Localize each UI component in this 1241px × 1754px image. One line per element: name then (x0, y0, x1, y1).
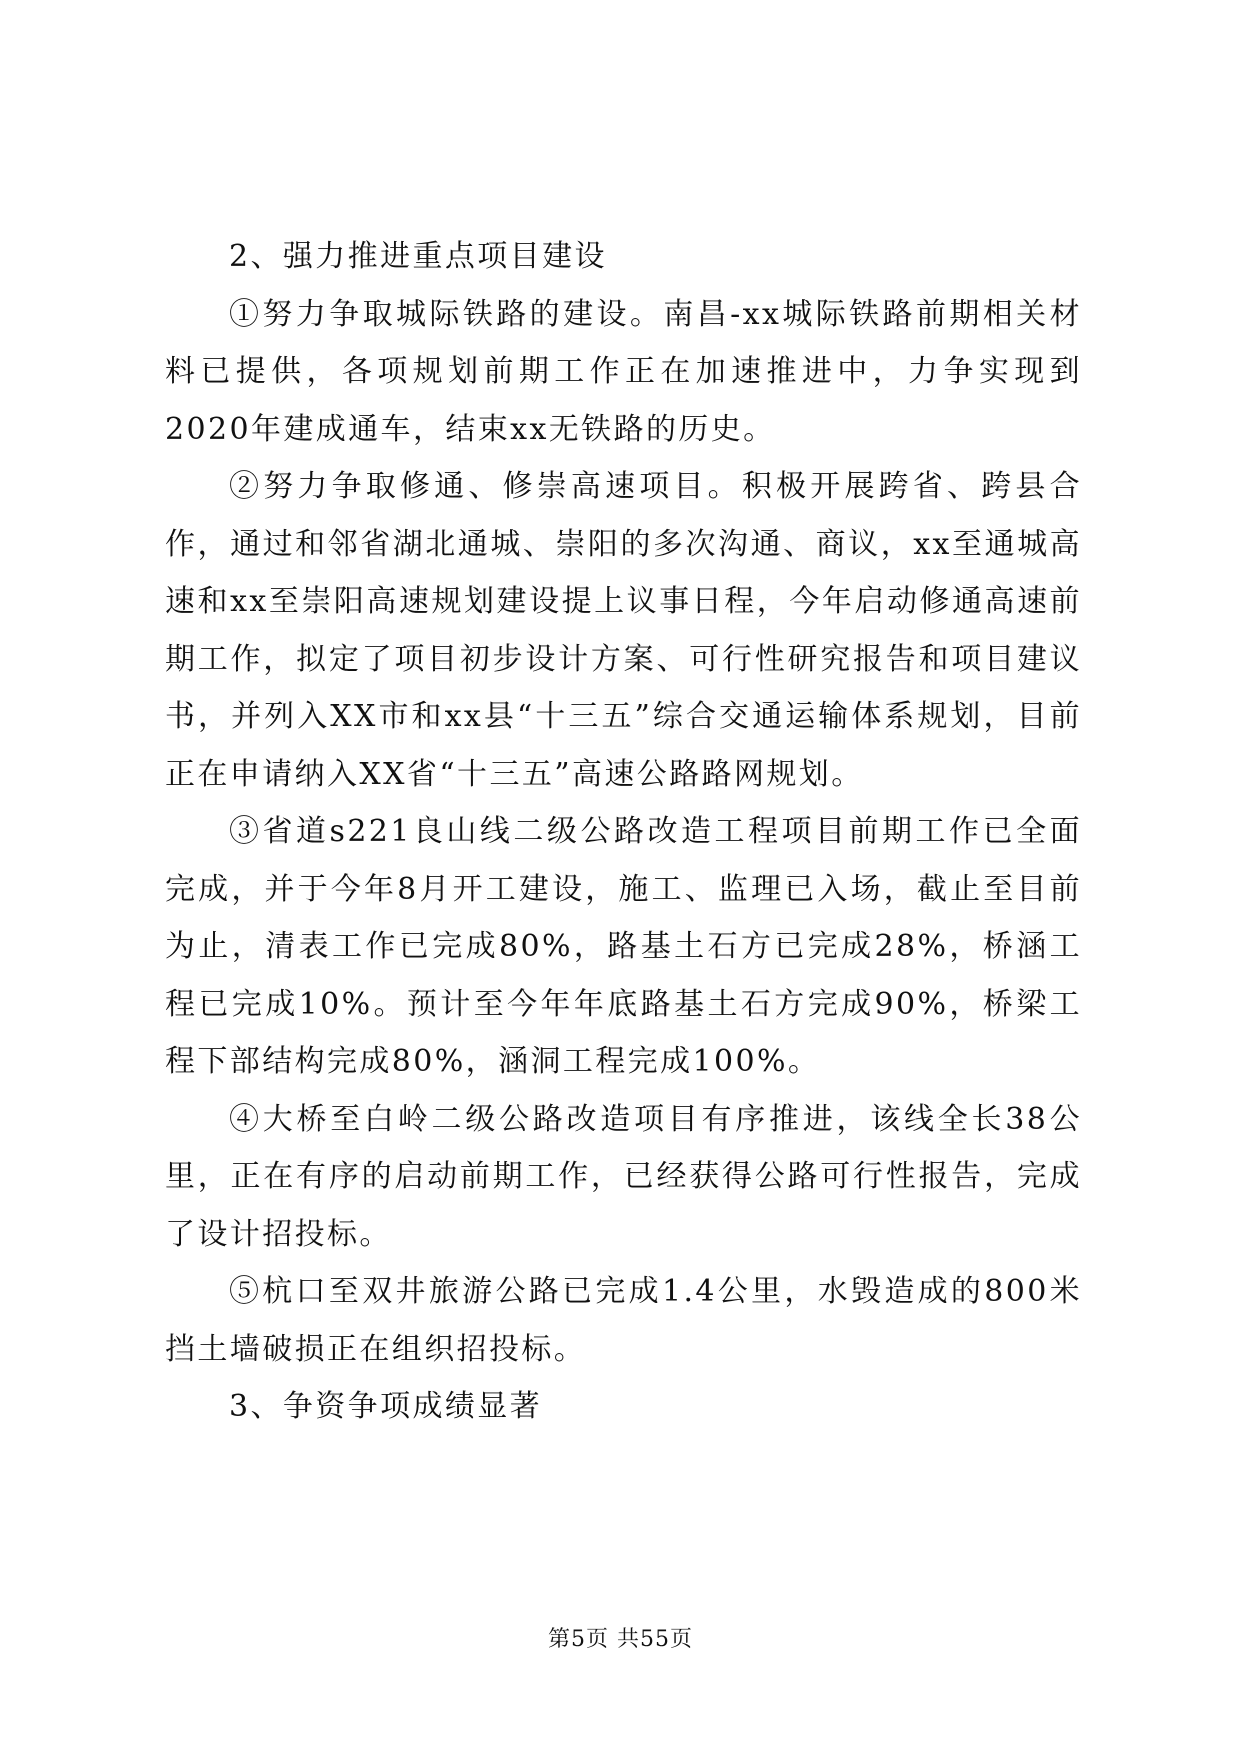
paragraph-item-2: ②努力争取修通、修崇高速项目。积极开展跨省、跨县合作，通过和邻省湖北通城、崇阳的多次沟通、商议，xx至通城高速和xx至崇阳高速规划建设提上议事日程，今年启动修通高速前期工作，拟定了项目初步设计方案、可行性研究报告和项目建议书，并列入XX市和xx县“十三五”综合交通运输体系规划，目前正在申请纳入XX省“十三五”高速公路路网规划。 (165, 469, 1082, 792)
paragraph-item-3: ③省道s221良山线二级公路改造工程项目前期工作已全面完成，并于今年8月开工建设，施工、监理已入场，截止至目前为止，清表工作已完成80%，路基土石方已完成28%，桥涵工程已完成10%。预计至今年年底路基土石方完成90%，桥梁工程下部结构完成80%，涵洞工程完成100%。 (165, 814, 1082, 1079)
section-heading-3: 3、争资争项成绩显著 (229, 1389, 543, 1424)
paragraph-item-5: ⑤杭口至双井旅游公路已完成1.4公里，水毁造成的800米挡土墙破损正在组织招投标。 (165, 1274, 1082, 1367)
section-heading-2: 2、强力推进重点项目建设 (229, 239, 607, 274)
document-body (165, 228, 1082, 1436)
paragraph-item-4: ④大桥至白岭二级公路改造项目有序推进，该线全长38公里，正在有序的启动前期工作，已经获得公路可行性报告，完成了设计招投标。 (165, 1101, 1082, 1252)
page-number-footer: 第5页 共55页 (548, 1627, 693, 1652)
paragraph-item-1: ①努力争取城际铁路的建设。南昌-xx城际铁路前期相关材料已提供，各项规划前期工作正在加速推进中，力争实现到2020年建成通车，结束xx无铁路的历史。 (165, 296, 1082, 447)
